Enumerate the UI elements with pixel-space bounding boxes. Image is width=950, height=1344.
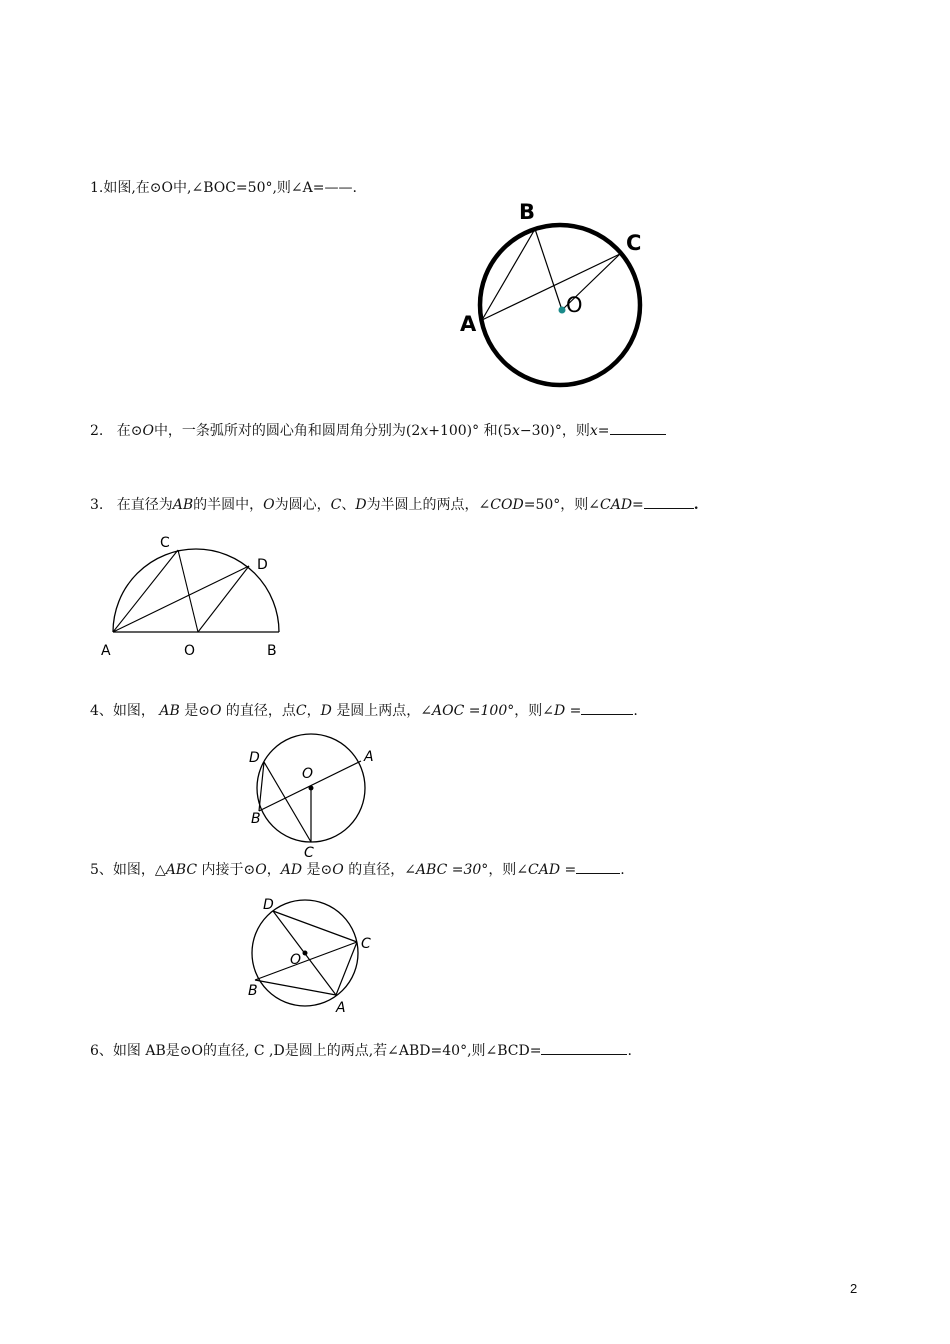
fig5-line-dc: [273, 911, 357, 942]
q4-italic-ab: AB: [159, 703, 180, 719]
q3-text-b: 的半圆中，: [193, 497, 264, 513]
fig1-chord-ac: [482, 254, 620, 320]
q5-number: 5、: [90, 862, 113, 878]
fig1-label-o: O: [566, 293, 583, 317]
q4-text-end: .: [633, 703, 638, 719]
fig5-center-dot: [303, 951, 308, 956]
q3-text-a: 在直径为: [116, 497, 173, 513]
q5-triangle: △ABC: [154, 862, 198, 878]
fig3-line-oc: [178, 550, 198, 632]
q6-text-end: .: [627, 1043, 632, 1059]
fig1-label-b: B: [519, 200, 536, 224]
fig5-label-d: D: [263, 897, 274, 913]
fig5-line-bc: [255, 942, 357, 980]
question-1: [90, 178, 357, 198]
q5-text-f: ，则: [488, 862, 517, 878]
q2-text-b: 中，一条弧所对的圆心角和圆周角分别为(2: [153, 423, 421, 439]
fig1-radius-ob: [535, 229, 562, 310]
fig3-label-a: A: [101, 643, 111, 659]
question-4: [90, 700, 638, 721]
fig4-label-a: A: [364, 749, 374, 765]
page-number: 2: [850, 1281, 858, 1296]
fig4-label-o: O: [302, 766, 314, 782]
figure-4: [245, 730, 385, 860]
q6-text: 如图 AB是⊙O的直径, C ,D是圆上的两点,若∠ABD=40°,则∠BCD=: [112, 1043, 542, 1059]
q2-text-e: =: [597, 423, 610, 439]
q5-angle-cad: ∠CAD =: [516, 862, 577, 878]
q3-text-c: 为圆心，: [274, 497, 331, 513]
fig3-label-d: D: [257, 557, 268, 573]
q3-italic-ab: AB: [172, 497, 194, 513]
q4-italic-d: D: [320, 703, 332, 719]
q5-text-d: 是⊙: [306, 862, 333, 878]
q6-number: 6、: [90, 1043, 113, 1059]
q2-italic-x2: x: [511, 423, 520, 439]
fig4-center-dot: [309, 786, 314, 791]
question-3: [90, 494, 699, 515]
q3-text-g: =: [632, 497, 644, 513]
q5-italic-o: O: [255, 862, 267, 878]
fig3-line-ac: [113, 550, 178, 632]
fig3-label-c: C: [160, 535, 170, 551]
fig1-center-dot: [559, 307, 566, 314]
q2-text-c: +100)° 和(5: [428, 423, 512, 439]
q3-text-e: 为半圆上的两点，∠: [366, 497, 491, 513]
q4-answer-blank[interactable]: [581, 700, 633, 715]
fig4-label-c: C: [304, 845, 314, 861]
q2-number: 2.: [90, 423, 104, 439]
q4-italic-c: C: [295, 703, 307, 719]
q4-text-c: 的直径，点: [225, 703, 296, 719]
q4-text-b: 是⊙: [184, 703, 210, 719]
q2-italic-x1: x: [420, 423, 429, 439]
q3-text-f: =50°，则∠: [523, 497, 600, 513]
fig5-label-o: O: [290, 952, 302, 968]
q5-answer-blank[interactable]: [576, 859, 620, 874]
q3-text-d: 、: [341, 497, 356, 513]
fig1-label-a: A: [460, 312, 477, 336]
fig3-line-od: [198, 566, 249, 632]
question-2: [90, 420, 666, 441]
q4-text-d: ，: [306, 703, 321, 719]
figure-3: [95, 525, 295, 665]
q3-italic-d: D: [355, 497, 367, 513]
q2-text-a: 在⊙: [116, 423, 143, 439]
q5-text-c: ，: [266, 862, 281, 878]
q2-answer-blank[interactable]: [610, 420, 666, 435]
q1-text: 如图,在⊙O中,∠BOC=50°,则∠A=——.: [103, 180, 357, 196]
fig5-label-a: A: [336, 1000, 346, 1016]
fig5-line-ba: [255, 980, 336, 995]
q3-italic-o: O: [263, 497, 275, 513]
fig5-label-c: C: [361, 936, 371, 952]
q3-italic-cod: COD: [490, 497, 524, 513]
q4-angle-aoc: ∠AOC =100°: [420, 703, 515, 719]
fig3-label-b: B: [267, 643, 277, 659]
q2-italic-x3: x: [589, 423, 598, 439]
q4-text-a: 如图，: [112, 703, 155, 719]
q5-text-a: 如图，: [112, 862, 155, 878]
q3-italic-c: C: [330, 497, 342, 513]
q1-number: 1.: [90, 180, 104, 196]
q5-italic-ad: AD: [280, 862, 303, 878]
q5-text-b: 内接于⊙: [201, 862, 256, 878]
q3-number: 3.: [90, 497, 104, 513]
fig5-line-ca: [336, 942, 357, 995]
q4-angle-d: ∠D =: [542, 703, 582, 719]
q2-italic-o: O: [142, 423, 154, 439]
q4-text-e: 是圆上两点，: [336, 703, 421, 719]
fig4-label-d: D: [249, 750, 260, 766]
question-6: [90, 1040, 632, 1061]
q4-text-f: ，则: [514, 703, 543, 719]
fig4-label-b: B: [251, 811, 261, 827]
question-5: [90, 859, 625, 880]
figure-5: [245, 893, 385, 1018]
q5-text-e: 的直径，: [348, 862, 405, 878]
q2-text-d: −30)°，则: [519, 423, 590, 439]
q5-italic-o2: O: [332, 862, 344, 878]
figure-1: [455, 195, 655, 395]
fig1-label-c: C: [626, 231, 642, 255]
q5-text-end: .: [620, 862, 625, 878]
fig3-line-ad: [113, 566, 249, 632]
q4-italic-o: O: [209, 703, 222, 719]
fig5-label-b: B: [248, 983, 258, 999]
q4-number: 4、: [90, 703, 113, 719]
q6-answer-blank[interactable]: [541, 1040, 627, 1055]
q3-answer-blank[interactable]: [644, 494, 694, 509]
q5-angle-abc: ∠ABC =30°: [404, 862, 489, 878]
fig3-label-o: O: [184, 643, 196, 659]
q3-italic-cad: CAD: [600, 497, 633, 513]
q3-text-end: .: [693, 497, 699, 513]
